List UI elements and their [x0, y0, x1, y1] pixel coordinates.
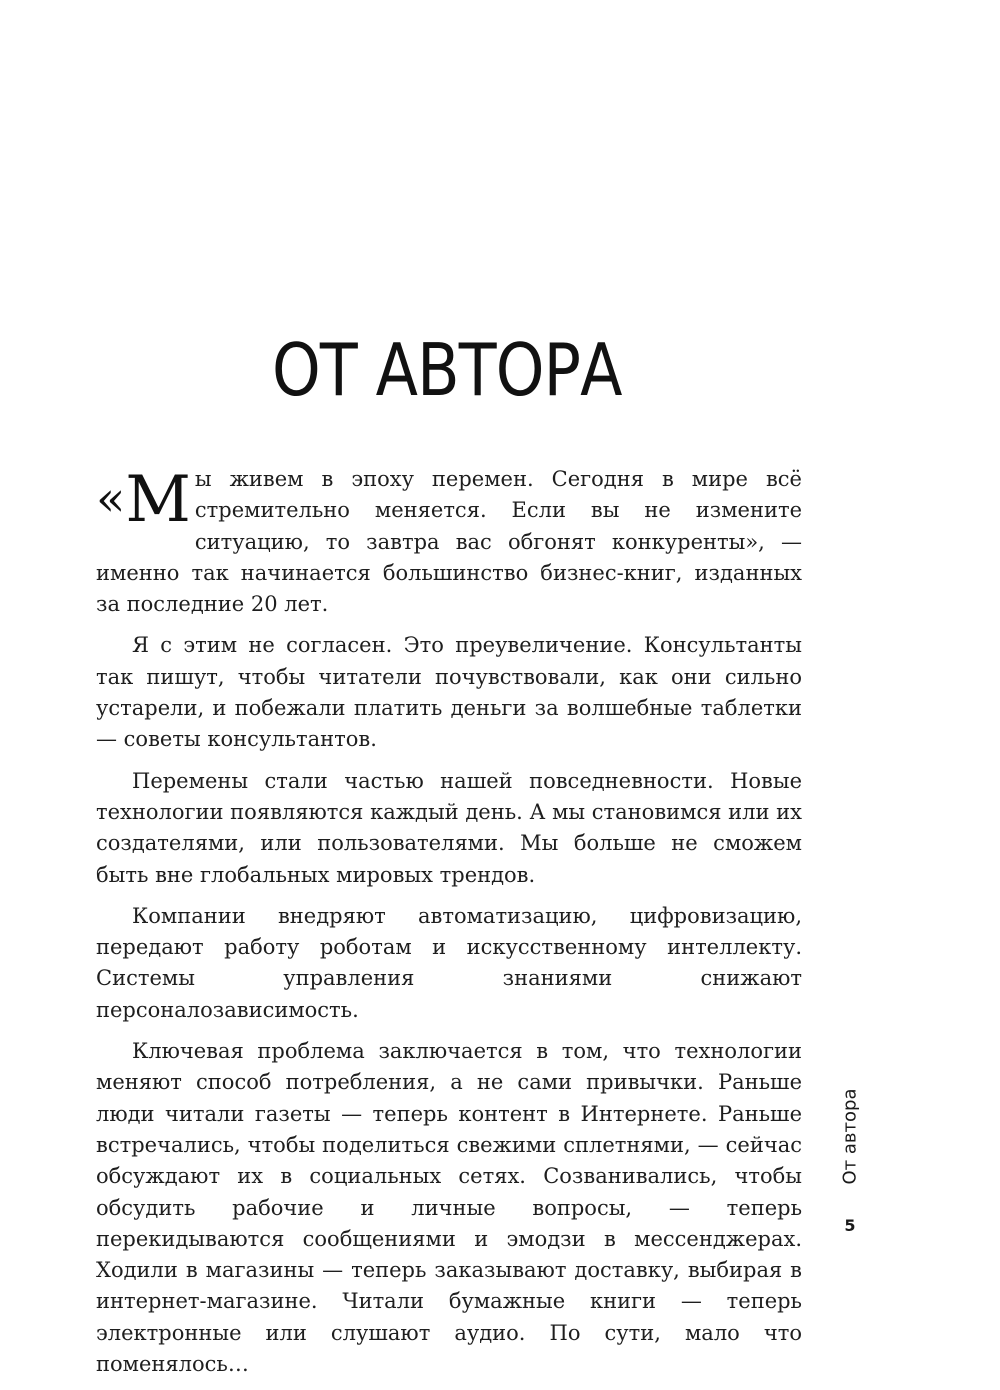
paragraph-5: Ключевая проблема заключается в том, что технологии меняют способ потребления, а не сами привычки. Раньше люди читали газеты — теперь контент в Интернете. Раньше встречались, чтобы поделиться свежими сплетнями, — сейчас обсуждают их в социальных сетях. Созванивались, чтобы обсудить рабочие и личные вопросы, — теперь перекидываются сообщениями и эмодзи в мессенджерах. Ходили в магазины — теперь заказывают доставку, выбирая в интернет-магазине. Читали бумажные книги — теперь электронные или слушают аудио. По сути, мало что поменялось…: [96, 1039, 802, 1377]
body-text: [96, 464, 802, 1390]
paragraph-2: Я с этим не согласен. Это преувеличение. Консультанты так пишут, чтобы читатели почувствовали, как они сильно устарели, и побежали платить деньги за волшебные таблетки — советы консультантов.: [96, 633, 802, 752]
running-head-text: От автора: [839, 1088, 861, 1184]
page-number: 5: [844, 1216, 856, 1235]
running-head: [833, 1088, 867, 1184]
paragraph-1: [96, 464, 802, 620]
drop-cap: [96, 463, 191, 537]
drop-cap-letter: М: [125, 463, 191, 537]
drop-cap-quote: «: [96, 471, 126, 527]
paragraph-4: Компании внедряют автоматизацию, цифровизацию, передают работу роботам и искусственному интеллекту. Системы управления знаниями снижают персоналозависимость.: [96, 903, 802, 1022]
paragraph-3: Перемены стали частью нашей повседневности. Новые технологии появляются каждый день. А мы становимся или их создателями, или пользователями. Мы больше не сможем быть вне глобальных мировых трендов.: [96, 768, 803, 887]
chapter-title: ОТ АВТОРА: [272, 328, 622, 412]
paragraph-1-text: ы живем в эпоху перемен. Сегодня в мире всё стремительно меняется. Если вы не измените ситуацию, то завтра вас обгонят конкуренты», — именно так начинается большинство бизнес-книг, изданных за последние 20 лет.: [96, 467, 802, 617]
